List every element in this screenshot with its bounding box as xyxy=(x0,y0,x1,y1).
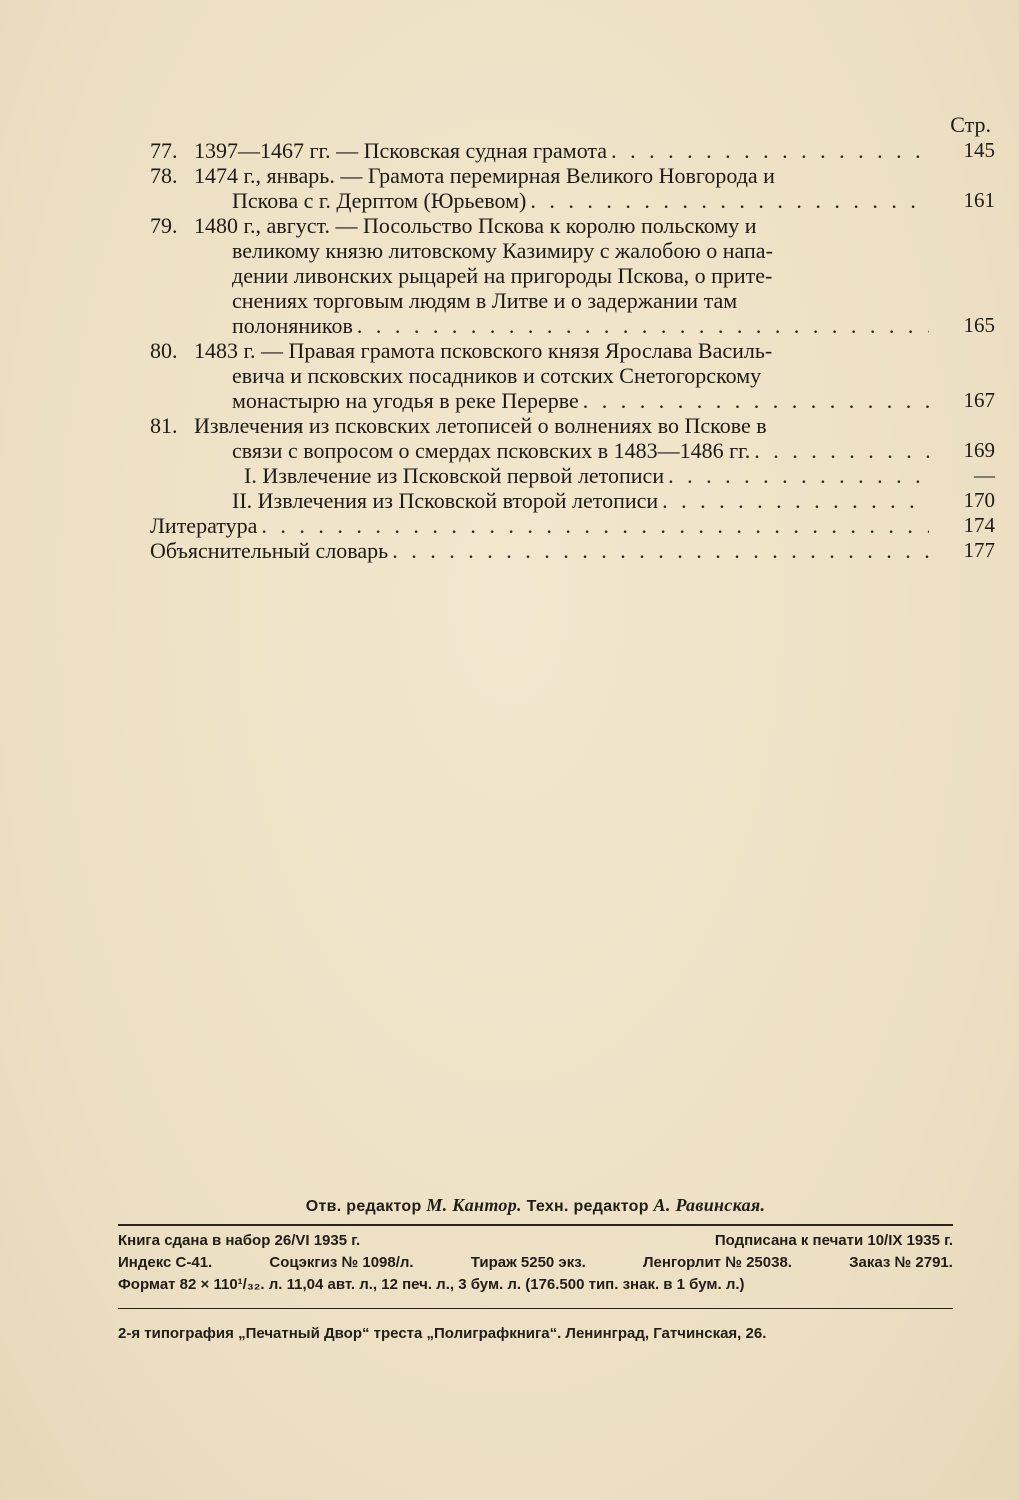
signed-date: Подписана к печати 10/IX 1935 г. xyxy=(714,1232,953,1249)
leader-dots xyxy=(392,538,929,563)
editor-name: М. Кантор. xyxy=(426,1195,522,1215)
leader-dots xyxy=(530,188,929,213)
entry-page: 165 xyxy=(963,313,995,337)
toc-entry-81-i xyxy=(150,463,995,488)
toc-entry-81-ii xyxy=(150,488,995,513)
entry-page: 145 xyxy=(963,138,995,162)
entry-page: 170 xyxy=(963,488,995,512)
entry-title: Объяснительный словарь xyxy=(150,538,389,563)
entry-title: I. Извлечение из Псковской первой летописи xyxy=(244,463,665,488)
entry-page: 161 xyxy=(963,188,995,212)
order-number: Заказ № 2791. xyxy=(849,1254,953,1271)
entry-title: 1480 г., август. — Посольство Пскова к королю польскому и xyxy=(194,213,757,238)
divider xyxy=(118,1308,953,1309)
entry-title-cont: полоняников xyxy=(232,313,353,338)
format-details: Формат 82 × 110¹/₃₂. л. 11,04 авт. л., 12 печ. л., 3 бум. л. (176.500 тип. знак. в 1 бум. л.) xyxy=(118,1276,745,1293)
entry-title-cont: Пскова с г. Дерптом (Юрьевом) xyxy=(232,188,527,213)
entry-number: 79. xyxy=(150,213,178,238)
print-run: Тираж 5250 экз. xyxy=(470,1254,586,1271)
entry-page: 167 xyxy=(963,388,995,412)
entry-title-cont: связи с вопросом о смердах псковских в 1483—1486 гг. xyxy=(232,438,751,463)
tech-editor-name: А. Равинская. xyxy=(653,1195,766,1215)
entry-page: — xyxy=(974,463,995,487)
divider xyxy=(118,1224,953,1226)
entry-title: 1397—1467 гг. — Псковская судная грамота xyxy=(194,138,608,163)
entry-number: 81. xyxy=(150,413,178,438)
entry-title-cont: великому князю литовскому Казимиру с жалобою о напа- xyxy=(232,238,773,263)
entry-title: Извлечения из псковских летописей о волнениях во Пскове в xyxy=(194,413,767,438)
imprint-row-format xyxy=(118,1274,953,1296)
leader-dots xyxy=(357,313,929,338)
entry-number: 80. xyxy=(150,338,178,363)
tech-editor-label: Техн. редактор xyxy=(526,1198,649,1215)
entry-number: 78. xyxy=(150,163,178,188)
toc-entry-81 xyxy=(150,413,995,463)
toc-entry-80 xyxy=(150,338,995,413)
publisher-number: Соцэкгиз № 1098/л. xyxy=(269,1254,414,1271)
toc-entry-78 xyxy=(150,163,995,213)
entry-title: Литература xyxy=(150,513,258,538)
editor-label: Отв. редактор xyxy=(305,1198,422,1215)
leader-dots xyxy=(668,463,929,488)
imprint-row-dates xyxy=(118,1230,953,1252)
page-column-header: Стр. xyxy=(950,112,991,137)
entry-title-cont: дении ливонских рыцарей на пригороды Пскова, о прите- xyxy=(232,263,773,288)
entry-page: 177 xyxy=(963,538,995,562)
entry-number: 77. xyxy=(150,138,178,163)
leader-dots xyxy=(583,388,929,413)
imprint-row-index xyxy=(118,1252,953,1274)
toc-entry-77 xyxy=(150,138,995,163)
toc-entry-literature xyxy=(150,513,995,538)
leader-dots xyxy=(754,438,929,463)
entry-title: II. Извлечения из Псковской второй летописи xyxy=(232,488,659,513)
entry-title-cont: монастырю на угодья в реке Перерве xyxy=(232,388,579,413)
entry-title: 1483 г. — Правая грамота псковского князя Ярослава Василь- xyxy=(194,338,773,363)
index-code: Индекс С-41. xyxy=(118,1254,213,1271)
censor-number: Ленгорлит № 25038. xyxy=(643,1254,792,1271)
entry-title-cont: евича и псковских посадников и сотских Снетогорскому xyxy=(232,363,762,388)
entry-title-cont: снениях торговым людям в Литве и о задержании там xyxy=(232,288,738,313)
leader-dots xyxy=(611,138,929,163)
editors-line xyxy=(118,1195,953,1216)
printer-line: 2-я типография „Печатный Двор“ треста „Полиграфкнига“. Ленинград, Гатчинская, 26. xyxy=(118,1325,767,1342)
toc-entry-glossary xyxy=(150,538,995,563)
entry-page: 169 xyxy=(963,438,995,462)
table-of-contents xyxy=(150,112,995,563)
entry-page: 174 xyxy=(963,513,995,537)
imprint-block xyxy=(118,1195,953,1345)
leader-dots xyxy=(662,488,929,513)
entry-title: 1474 г., январь. — Грамота перемирная Великого Новгорода и xyxy=(194,163,775,188)
typeset-date: Книга сдана в набор 26/VI 1935 г. xyxy=(118,1232,361,1249)
leader-dots xyxy=(261,513,929,538)
toc-entry-79 xyxy=(150,213,995,338)
